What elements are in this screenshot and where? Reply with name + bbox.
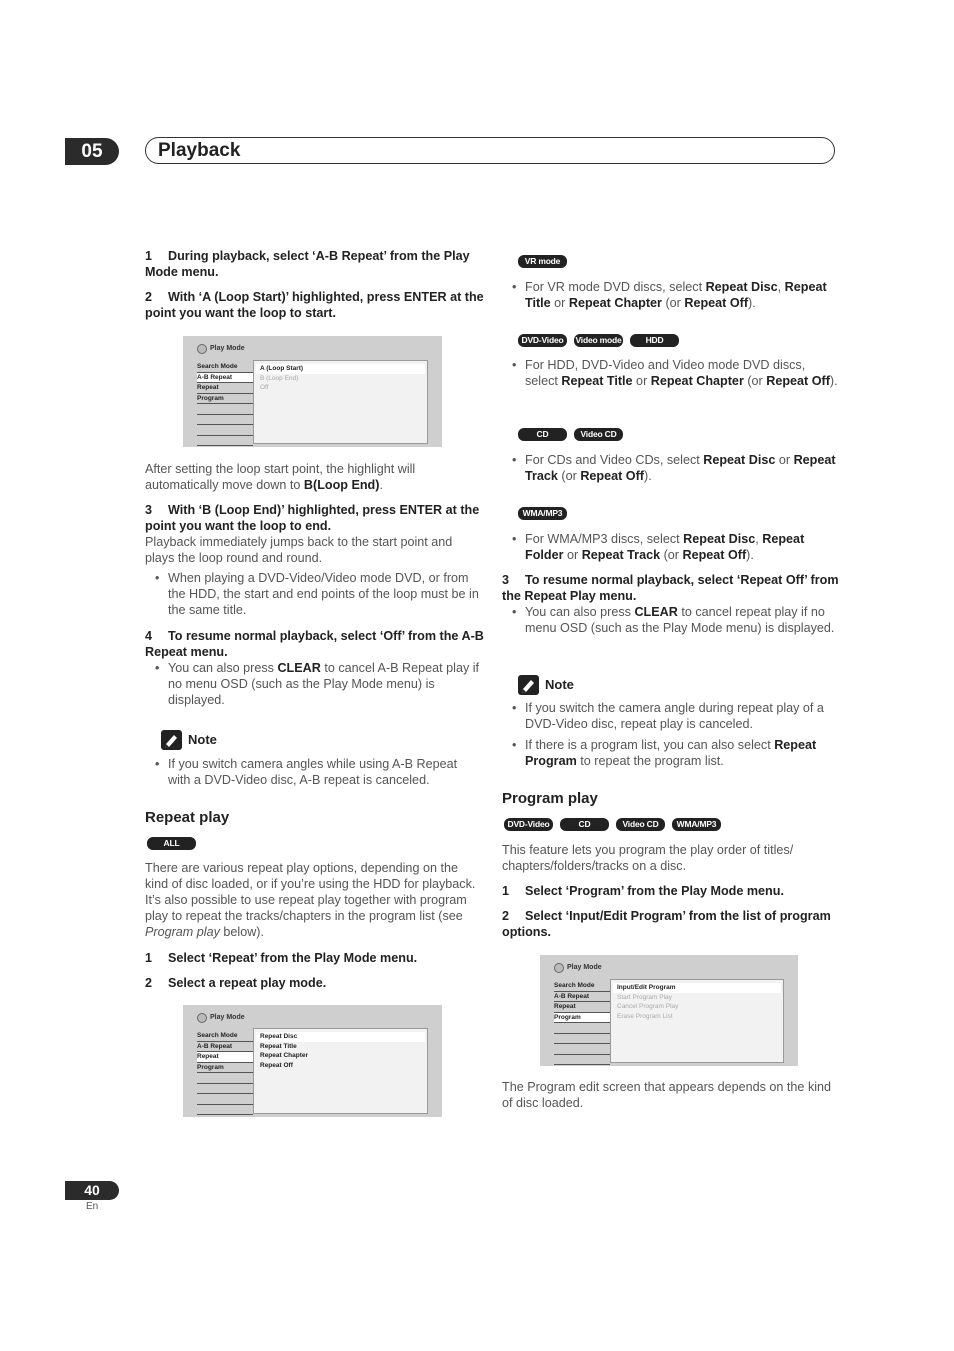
disc-badge-wma-mp3: WMA/MP3 — [518, 507, 567, 520]
program-osd — [540, 955, 798, 1066]
disc-badge-cd: CD — [560, 818, 609, 831]
osd-title: Play Mode — [210, 1014, 245, 1021]
osd-menu-item: Program — [554, 1013, 610, 1024]
program-step-2: 2 Select ‘Input/Edit Program’ from the list of program options. — [502, 909, 831, 939]
disc-badge-dvd-video: DVD-Video — [518, 334, 567, 347]
osd-options-panel — [253, 1028, 428, 1114]
chapter-title: Playback — [158, 140, 241, 161]
osd-option: Cancel Program Play — [617, 1003, 679, 1010]
osd-title: Play Mode — [210, 345, 245, 352]
osd-option: Start Program Play — [617, 993, 672, 1001]
osd-menu-item: A-B Repeat — [197, 373, 253, 384]
osd-title: Play Mode — [567, 964, 602, 971]
repeat-step-3-bullet: • You can also press CLEAR to cancel repeat play if no menu OSD (such as the Play Mode menu) is displayed. — [503, 604, 839, 636]
disc-icon — [197, 1013, 207, 1023]
cd-bullet: • For CDs and Video CDs, select Repeat Disc or Repeat Track (or Repeat Off). — [503, 452, 839, 484]
osd-option: Input/Edit Program — [613, 983, 781, 993]
osd-menu-item: Program — [197, 1063, 253, 1074]
osd-option: Repeat Disc — [256, 1032, 425, 1042]
osd-option: Repeat Title — [260, 1042, 297, 1050]
osd-menu — [197, 1031, 253, 1115]
repeat-step-1: 1 Select ‘Repeat’ from the Play Mode menu. — [145, 951, 418, 965]
osd-menu-item: Search Mode — [554, 981, 610, 992]
vr-mode-bullet: • For VR mode DVD discs, select Repeat Disc, Repeat Title or Repeat Chapter (or Repeat Off). — [503, 279, 839, 311]
ab-step-3-bullet: • When playing a DVD-Video/Video mode DVD, or from the HDD, the start and end points of the loop must be in the same title. — [146, 570, 482, 618]
osd-menu-item: Search Mode — [197, 1031, 253, 1042]
chapter-title-bar — [145, 137, 835, 164]
repeat-play-heading: Repeat play — [145, 809, 230, 826]
ab-step-2: 2 With ‘A (Loop Start)’ highlighted, press ENTER at the point you want the loop to start. — [145, 290, 484, 320]
repeat-step-3: 3 To resume normal playback, select ‘Repeat Off’ from the Repeat Play menu. — [502, 573, 839, 603]
after-loop-start-text: After setting the loop start point, the highlight will automatically move down to B(Loop End). — [145, 462, 416, 492]
osd-option: A (Loop Start) — [256, 364, 425, 374]
note-bullet: • If you switch camera angles while using A-B Repeat with a DVD-Video disc, A-B repeat is canceled. — [146, 756, 482, 788]
program-caption: The Program edit screen that appears depends on the kind of disc loaded. — [502, 1080, 832, 1110]
ab-step-3-body: Playback immediately jumps back to the start point and plays the loop round and round. — [145, 535, 453, 565]
osd-option: Repeat Chapter — [260, 1052, 309, 1059]
note-label: Note — [188, 732, 217, 747]
note-label: Note — [545, 677, 574, 692]
program-play-heading: Program play — [502, 790, 598, 807]
disc-icon — [554, 963, 564, 973]
disc-badge-vr-mode: VR mode — [518, 255, 567, 268]
disc-badge-video-mode: Video mode — [575, 335, 622, 345]
hdd-bullet: • For HDD, DVD-Video and Video mode DVD discs, select Repeat Title or Repeat Chapter (or Repeat Off). — [503, 357, 839, 389]
program-step-1: 1 Select ‘Program’ from the Play Mode menu. — [502, 884, 784, 898]
osd-option: Repeat Off — [260, 1061, 293, 1069]
ab-step-4: 4 To resume normal playback, select ‘Off’ from the A-B Repeat menu. — [145, 629, 484, 659]
disc-icon — [197, 344, 207, 354]
osd-menu-item: Repeat — [554, 1002, 610, 1013]
osd-menu — [554, 981, 610, 1065]
disc-badge-dvd-video: DVD-Video — [504, 818, 553, 831]
osd-option: Erase Program List — [617, 1012, 673, 1020]
osd-menu-item: A-B Repeat — [197, 1042, 253, 1053]
wma-bullet: • For WMA/MP3 discs, select Repeat Disc, Repeat Folder or Repeat Track (or Repeat Off). — [503, 531, 839, 563]
repeat-step-2: 2 Select a repeat play mode. — [145, 976, 327, 990]
ab-step-4-bullet: • You can also press CLEAR to cancel A-B Repeat play if no menu OSD (such as the Play Mode menu) is displayed. — [146, 660, 482, 708]
note-bullet: • If there is a program list, you can also select Repeat Program to repeat the program list. — [503, 737, 839, 769]
osd-menu-item: Program — [197, 394, 253, 405]
repeat-osd — [183, 1005, 442, 1117]
disc-badge-video-cd: Video CD — [616, 818, 665, 831]
note-bullet: • If you switch the camera angle during repeat play of a DVD-Video disc, repeat play is canceled. — [503, 700, 839, 732]
ab-step-3: 3 With ‘B (Loop End)’ highlighted, press ENTER at the point you want the loop to end. — [145, 503, 480, 533]
page-number: 40 — [65, 1181, 119, 1200]
chapter-number: 05 — [65, 138, 119, 165]
osd-menu-item: Search Mode — [197, 362, 253, 373]
language-code: En — [86, 1201, 99, 1212]
note-icon — [161, 730, 182, 750]
repeat-intro: There are various repeat play options, depending on the kind of disc loaded, or if you’re using the HDD for playback. It’s also possible to use repeat play together with program play to repeat the tracks/chapters in the program list (see Program play below). — [145, 861, 476, 939]
osd-options-panel — [253, 360, 428, 444]
osd-menu-item: Repeat — [197, 1052, 253, 1063]
osd-option: B (Loop End) — [260, 374, 299, 382]
osd-options-panel — [610, 979, 784, 1063]
ab-step-1: 1 During playback, select ‘A-B Repeat’ from the Play Mode menu. — [145, 249, 470, 279]
osd-menu-item: Repeat — [197, 383, 253, 394]
disc-badge-wma-mp3: WMA/MP3 — [672, 818, 721, 831]
osd-option: Off — [260, 384, 269, 391]
disc-badge-all: ALL — [147, 837, 196, 850]
note-icon — [518, 675, 539, 695]
ab-repeat-osd — [183, 336, 442, 447]
disc-badge-hdd: HDD — [630, 334, 679, 347]
osd-menu — [197, 362, 253, 446]
disc-badge-video-cd: Video CD — [574, 428, 623, 441]
osd-menu-item: A-B Repeat — [554, 992, 610, 1003]
program-intro: This feature lets you program the play order of titles/ chapters/folders/tracks on a disc. — [502, 843, 794, 873]
disc-badge-cd: CD — [518, 428, 567, 441]
